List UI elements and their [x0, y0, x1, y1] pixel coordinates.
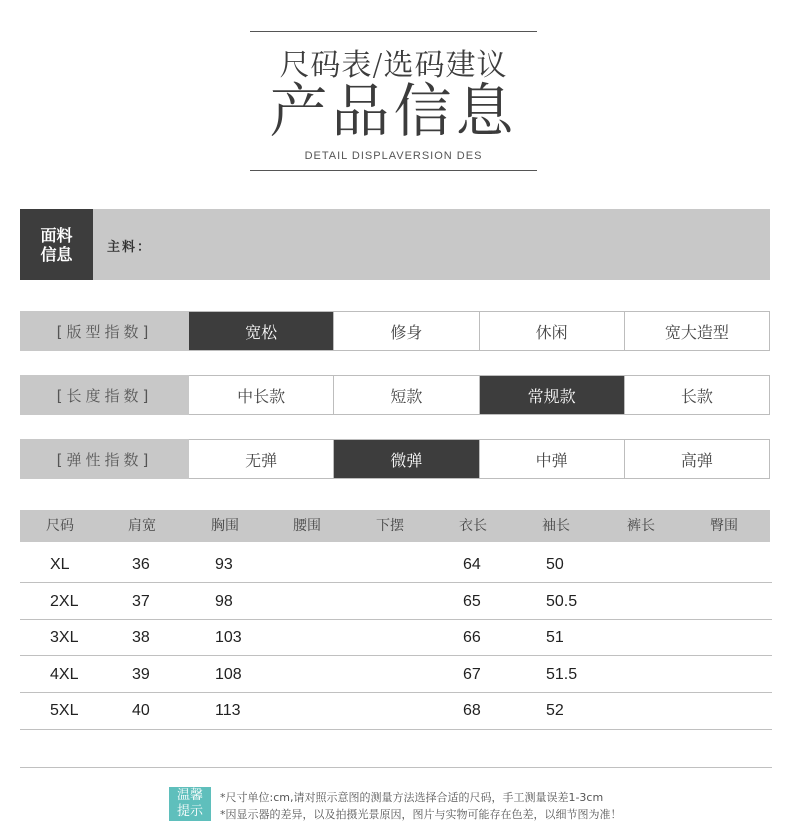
table-cell: 51.5 [546, 666, 578, 683]
index-option: 中弹 [479, 440, 624, 478]
index-row [20, 375, 770, 415]
page-title: 产品信息 [269, 77, 518, 145]
index-option: 高弹 [624, 440, 769, 478]
table-column-header: 尺码 [46, 518, 74, 534]
table-cell: 50 [546, 556, 564, 573]
index-option: 修身 [333, 312, 478, 350]
fabric-main-material-label: 主料： [107, 240, 153, 255]
index-option-selected: 宽松 [189, 312, 333, 350]
header-subtitle: 尺码表/选码建议 [279, 48, 508, 83]
index-label: [长度指数] [20, 375, 189, 415]
index-option: 中长款 [237, 386, 286, 406]
tips-badge-text: 温馨 提示 [176, 788, 203, 819]
table-cell: 4XL [50, 666, 79, 683]
index-option: 休闲 [479, 312, 624, 350]
table-column-header: 臀围 [710, 518, 738, 534]
table-row [20, 693, 772, 730]
table-cell: 3XL [50, 629, 79, 646]
table-cell: 5XL [50, 702, 79, 719]
table-column-header: 下摆 [376, 518, 404, 534]
tips-badge [169, 787, 211, 821]
size-table-bottom-rule [20, 767, 772, 768]
table-cell: 68 [463, 702, 481, 719]
tip-line: *因显示器的差异，以及拍摄光景原因，图片与实物可能存在色差，以细节图为准！ [220, 808, 622, 821]
table-row [20, 620, 772, 656]
table-cell: 64 [463, 556, 481, 573]
table-cell: 40 [132, 702, 150, 719]
table-cell: 108 [215, 666, 242, 683]
index-option: 宽大造型 [624, 312, 769, 350]
index-options [189, 311, 770, 351]
table-cell: 38 [132, 629, 150, 646]
table-column-header: 肩宽 [128, 518, 156, 534]
index-label: [版型指数] [20, 311, 189, 351]
table-cell: 67 [463, 666, 481, 683]
table-cell: 37 [132, 593, 150, 610]
index-option: 无弹 [245, 450, 278, 470]
index-row [20, 439, 770, 479]
table-cell: XL [50, 556, 70, 573]
table-cell: 65 [463, 593, 481, 610]
fabric-tag-text: 面料信息 [40, 225, 73, 264]
header-top-rule [250, 31, 537, 32]
table-cell: 103 [215, 629, 242, 646]
table-row [20, 547, 772, 583]
table-column-header: 裤长 [627, 518, 655, 534]
index-row [20, 311, 770, 351]
table-column-header: 胸围 [211, 518, 239, 534]
table-cell: 52 [546, 702, 564, 719]
table-row [20, 657, 772, 693]
index-options [189, 375, 770, 415]
table-cell: 39 [132, 666, 150, 683]
fabric-tag [20, 209, 93, 280]
table-cell: 98 [215, 593, 233, 610]
table-column-header: 腰围 [293, 518, 321, 534]
index-label: [弹性指数] [20, 439, 189, 479]
table-cell: 93 [215, 556, 233, 573]
fabric-section [20, 209, 770, 280]
index-option-selected: 常规款 [479, 376, 624, 414]
index-option: 短款 [333, 376, 478, 414]
index-option-selected: 微弹 [333, 440, 478, 478]
table-column-header: 袖长 [542, 518, 570, 534]
size-table-header [20, 510, 770, 542]
header-english-caption: DETAIL DISPLAVERSION DES [304, 150, 483, 162]
tip-line: *尺寸单位:cm,请对照示意图的测量方法选择合适的尺码，手工测量误差1-3cm [220, 791, 604, 804]
table-cell: 36 [132, 556, 150, 573]
table-row [20, 584, 772, 620]
table-cell: 66 [463, 629, 481, 646]
index-option: 长款 [624, 376, 769, 414]
table-cell: 113 [215, 702, 241, 719]
table-cell: 50.5 [546, 593, 578, 610]
index-options [189, 439, 770, 479]
table-cell: 2XL [50, 593, 79, 610]
table-column-header: 衣长 [459, 518, 487, 534]
table-cell: 51 [546, 629, 564, 646]
header-bottom-rule [250, 170, 537, 171]
